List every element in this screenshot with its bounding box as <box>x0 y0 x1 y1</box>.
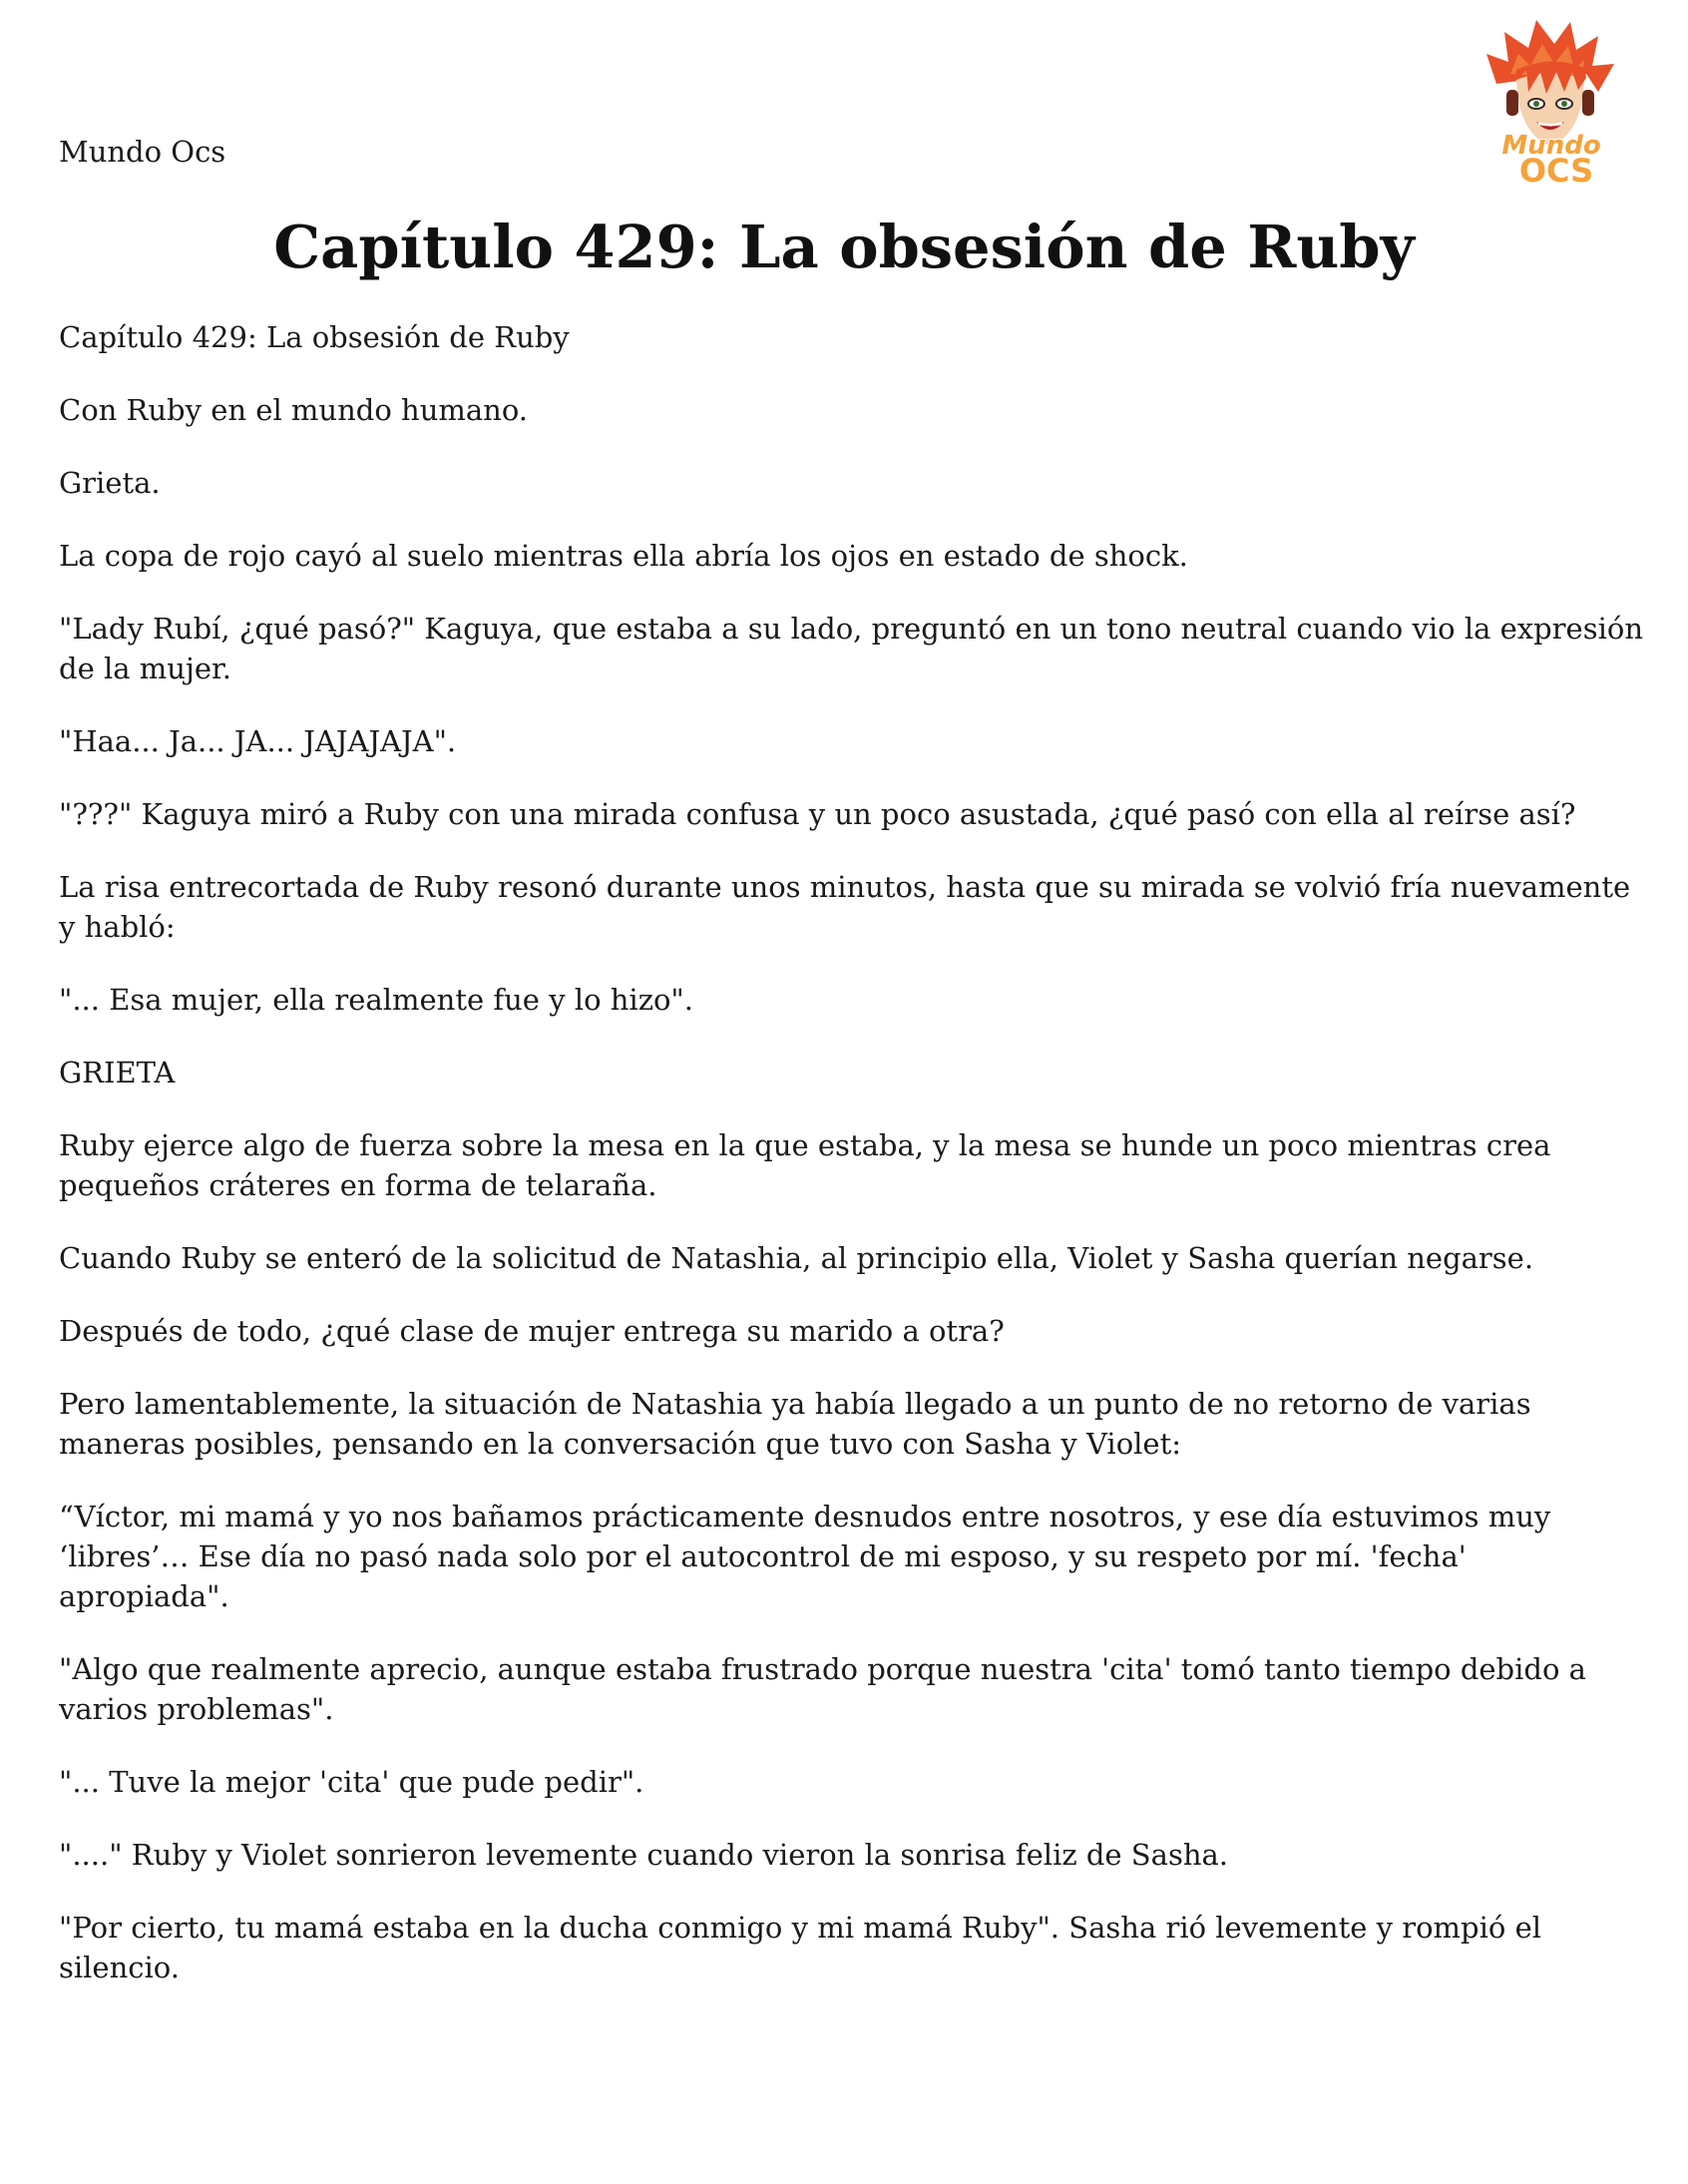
site-label: Mundo Ocs <box>59 135 226 169</box>
paragraph: "???" Kaguya miró a Ruby con una mirada confusa y un poco asustada, ¿qué pasó con ella al reírse así? <box>59 797 1576 831</box>
paragraph: GRIETA <box>59 1056 176 1090</box>
svg-text:Mundo: Mundo <box>1501 131 1601 161</box>
paragraph: Ruby ejerce algo de fuerza sobre la mesa en la que estaba, y la mesa se hunde un poco mientras crea pequeños cráteres en forma de telaraña. <box>59 1128 1551 1202</box>
paragraph: "Por cierto, tu mamá estaba en la ducha conmigo y mi mamá Ruby". Sasha rió levemente y rompió el silencio. <box>59 1911 1542 1984</box>
chapter-body <box>59 317 1645 2020</box>
paragraph: "Algo que realmente aprecio, aunque estaba frustrado porque nuestra 'cita' tomó tanto tiempo debido a varios problemas". <box>59 1652 1586 1726</box>
svg-text:OCS: OCS <box>1518 152 1594 189</box>
logo-image <box>1467 14 1636 189</box>
paragraph: "... Esa mujer, ella realmente fue y lo hizo". <box>59 983 693 1017</box>
chapter-title: Capítulo 429: La obsesión de Ruby <box>273 213 1415 281</box>
paragraph: La copa de rojo cayó al suelo mientras ella abría los ojos en estado de shock. <box>59 539 1188 573</box>
paragraph: Con Ruby en el mundo humano. <box>59 393 529 427</box>
paragraph: “Víctor, mi mamá y yo nos bañamos prácticamente desnudos entre nosotros, y ese día estuvimos muy ‘libres’… Ese día no pasó nada solo por el autocontrol de mi esposo, y su respeto por mí. 'fecha' apropiada". <box>59 1500 1551 1613</box>
paragraph: Después de todo, ¿qué clase de mujer entrega su marido a otra? <box>59 1314 1005 1348</box>
paragraph: "Lady Rubí, ¿qué pasó?" Kaguya, que estaba a su lado, preguntó en un tono neutral cuando vio la expresión de la mujer. <box>59 612 1644 685</box>
paragraph: "Haa... Ja... JA... JAJAJAJA". <box>59 724 457 758</box>
paragraph: Grieta. <box>59 466 161 500</box>
paragraph: Capítulo 429: La obsesión de Ruby <box>59 320 570 354</box>
paragraph: Pero lamentablemente, la situación de Natashia ya había llegado a un punto de no retorno de varias maneras posibles, pensando en la conversación que tuvo con Sasha y Violet: <box>59 1387 1531 1461</box>
paragraph: La risa entrecortada de Ruby resonó durante unos minutos, hasta que su mirada se volvió fría nuevamente y habló: <box>59 870 1631 944</box>
paragraph: "... Tuve la mejor 'cita' que pude pedir". <box>59 1765 644 1799</box>
paragraph: Cuando Ruby se enteró de la solicitud de Natashia, al principio ella, Violet y Sasha querían negarse. <box>59 1241 1534 1275</box>
mundo-ocs-logo <box>1467 14 1636 189</box>
paragraph: "...." Ruby y Violet sonrieron levemente cuando vieron la sonrisa feliz de Sasha. <box>59 1838 1229 1872</box>
